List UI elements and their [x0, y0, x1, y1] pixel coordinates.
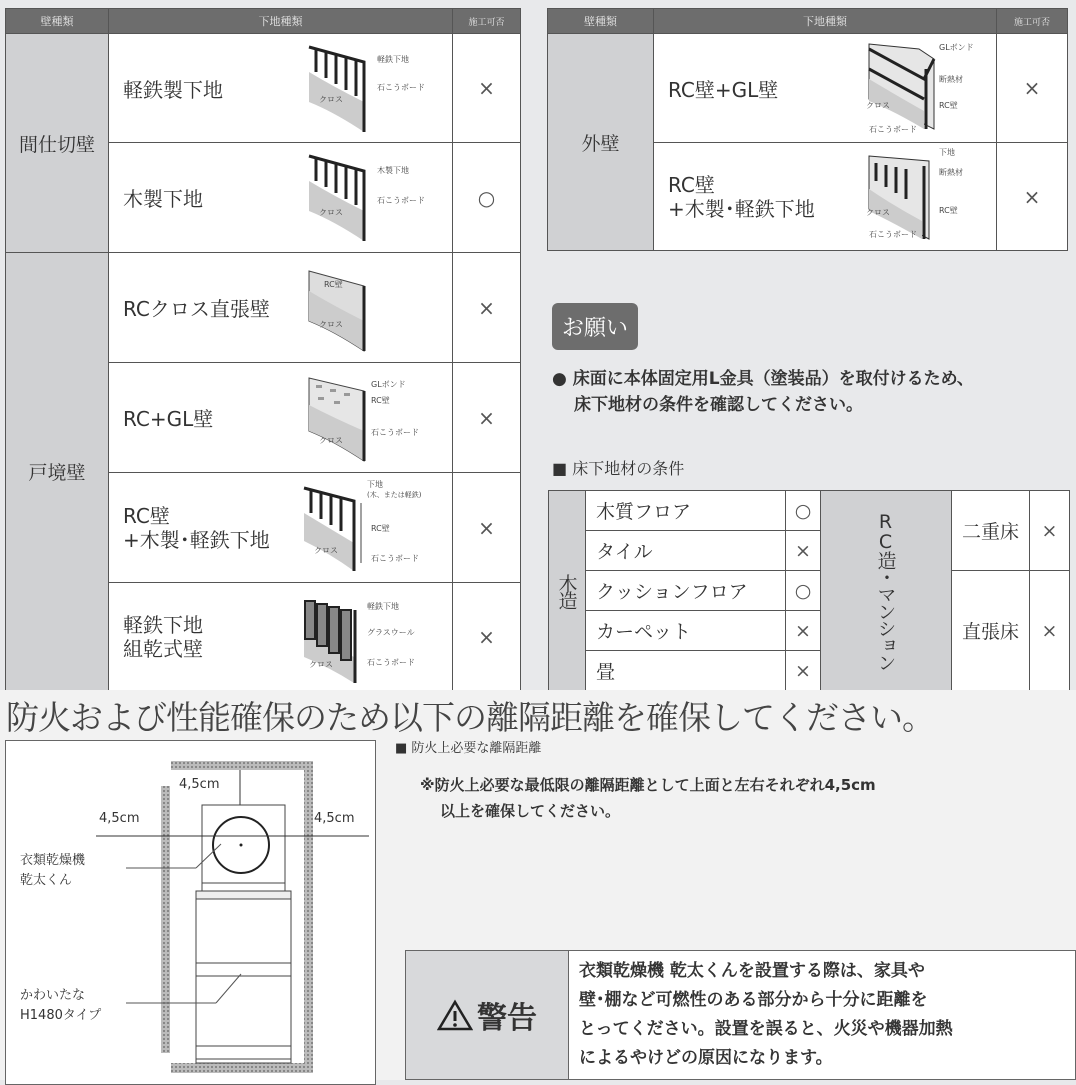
- category-partition: 間仕切壁: [6, 34, 109, 253]
- result-cell: ×: [997, 143, 1068, 251]
- floor-result: ×: [786, 651, 821, 691]
- diagram-label: 軽鉄下地: [367, 602, 399, 611]
- category-exterior: 外壁: [548, 34, 654, 251]
- header-wall-type: 壁種類: [548, 9, 654, 34]
- diagram-label: RC壁: [371, 396, 390, 405]
- diagram-label: RC壁: [371, 524, 390, 533]
- substrate-cell: [109, 34, 453, 143]
- floor-result: ×: [786, 531, 821, 571]
- wall-diagram-icon: [304, 42, 374, 134]
- diagram-label: 木製下地: [377, 166, 409, 175]
- diagram-label: GLボンド: [371, 380, 406, 389]
- floor-result: ○: [786, 491, 821, 531]
- wall-diagram-icon: [304, 151, 374, 243]
- category-unit-boundary: 戸境壁: [6, 253, 109, 691]
- diagram-label: RC壁: [939, 101, 958, 110]
- fire-headline: 防火および性能確保のため以下の離隔距離を確保してください。: [6, 698, 934, 737]
- floor-item: 木質フロア: [586, 491, 786, 531]
- diagram-label: クロス: [314, 546, 338, 555]
- request-line-1: 床面に本体固定用L金具（塗装品）を取付けるため、: [572, 369, 974, 389]
- diagram-label: 石こうボード: [869, 125, 917, 134]
- substrate-name: RCクロス直張壁: [123, 297, 270, 321]
- diagram-label: クロス: [309, 660, 333, 669]
- floor-result: ○: [786, 571, 821, 611]
- floor-item: 畳: [586, 651, 786, 691]
- category-wood: 木造: [549, 491, 586, 691]
- diagram-label: クロス: [866, 101, 890, 110]
- substrate-name: 軽鉄製下地: [123, 77, 223, 102]
- floor-item: カーペット: [586, 611, 786, 651]
- diagram-label: クロス: [319, 208, 343, 217]
- diagram-label: GLボンド: [939, 43, 974, 52]
- dryer-label: 衣類乾燥機 乾太くん: [20, 853, 86, 888]
- substrate-name: RC+GL壁: [123, 407, 214, 431]
- header-wall-type: 壁種類: [6, 9, 109, 34]
- diagram-label: 軽鉄下地: [377, 55, 409, 64]
- header-substrate: 下地種類: [109, 9, 453, 34]
- top-clearance-label: 4,5cm: [179, 777, 220, 792]
- result-cell: ×: [453, 34, 521, 143]
- diagram-label: グラスウール: [367, 628, 415, 637]
- diagram-label: (木、または軽鉄): [367, 491, 422, 499]
- wall-diagram-icon: [304, 261, 374, 353]
- warning-label-cell: [406, 951, 569, 1079]
- result-cell: ×: [453, 473, 521, 583]
- substrate-name-2: +木製･軽鉄下地: [123, 527, 270, 552]
- request-badge: お願い: [552, 303, 638, 350]
- floor-title: ■ 床下地材の条件: [552, 459, 685, 478]
- diagram-label: RC壁: [324, 280, 343, 289]
- diagram-label: 石こうボード: [869, 230, 917, 239]
- diagram-label: 石こうボード: [377, 83, 425, 92]
- diagram-label: クロス: [866, 208, 890, 217]
- substrate-name: RC壁: [668, 172, 715, 197]
- wall-table-right: [547, 8, 1068, 251]
- right-clearance-label: 4,5cm: [314, 811, 355, 826]
- left-clearance-label: 4,5cm: [99, 811, 140, 826]
- substrate-name: 軽鉄下地: [123, 612, 203, 637]
- substrate-name: RC壁+GL壁: [668, 77, 779, 102]
- floor-result: ×: [1030, 491, 1070, 571]
- request-text: [552, 366, 974, 418]
- floor-item: 直張床: [952, 571, 1030, 691]
- warning-label: 警告: [477, 1001, 537, 1036]
- diagram-label: 下地: [367, 480, 383, 489]
- warning-triangle-icon: [437, 999, 473, 1031]
- diagram-label: クロス: [319, 95, 343, 104]
- result-cell: ×: [453, 363, 521, 473]
- header-feasibility: 施工可否: [997, 9, 1068, 34]
- diagram-label: クロス: [319, 320, 343, 329]
- fire-note: ※防火上必要な最低限の離隔距離として上面と左右それぞれ4,5cm 以上を確保してください。: [420, 776, 876, 820]
- substrate-name-2: 組乾式壁: [123, 636, 203, 661]
- substrate-name: 木製下地: [123, 187, 203, 211]
- wall-diagram-icon: [299, 595, 369, 685]
- warning-text: 衣類乾燥機 乾太くんを設置する際は、家具や 壁･棚など可燃性のある部分から十分に距離を とってください。設置を誤ると、火災や機器加熱 によるやけどの原因になります。: [579, 961, 953, 1068]
- floor-item: クッションフロア: [586, 571, 786, 611]
- result-cell: ○: [453, 143, 521, 253]
- bullet-icon: ●: [552, 369, 567, 389]
- wall-diagram-icon: [299, 483, 369, 575]
- request-line-2: 床下地材の条件を確認してください。: [574, 395, 863, 415]
- diagram-label: 断熱材: [939, 168, 963, 177]
- diagram-label: RC壁: [939, 206, 958, 215]
- wall-table-left: [5, 8, 521, 691]
- result-cell: ×: [997, 34, 1068, 143]
- substrate-name-2: +木製･軽鉄下地: [668, 196, 815, 221]
- header-feasibility: 施工可否: [453, 9, 521, 34]
- dryer-clearance-diagram-icon: [6, 741, 374, 1081]
- floor-item: 二重床: [952, 491, 1030, 571]
- diagram-label: 石こうボード: [377, 196, 425, 205]
- result-cell: ×: [453, 253, 521, 363]
- fire-subtitle: ■ 防火上必要な離隔距離: [395, 741, 542, 756]
- clearance-diagram: [5, 740, 376, 1085]
- wall-diagram-icon: [864, 39, 939, 134]
- floor-table: [548, 490, 1070, 691]
- floor-result: ×: [786, 611, 821, 651]
- floor-result: ×: [1030, 571, 1070, 691]
- diagram-label: 石こうボード: [371, 554, 419, 563]
- stand-label: かわいたな H1480タイプ: [20, 988, 102, 1023]
- diagram-label: 石こうボード: [367, 658, 415, 667]
- floor-item: タイル: [586, 531, 786, 571]
- diagram-label: 下地: [939, 148, 955, 157]
- result-cell: ×: [453, 583, 521, 691]
- diagram-label: 石こうボード: [371, 428, 419, 437]
- warning-box: [405, 950, 1076, 1080]
- diagram-label: 断熱材: [939, 75, 963, 84]
- wall-diagram-icon: [304, 373, 374, 465]
- header-substrate: 下地種類: [654, 9, 997, 34]
- substrate-name: RC壁: [123, 503, 170, 528]
- category-rc: RC造・マンション: [821, 491, 952, 691]
- diagram-label: クロス: [319, 436, 343, 445]
